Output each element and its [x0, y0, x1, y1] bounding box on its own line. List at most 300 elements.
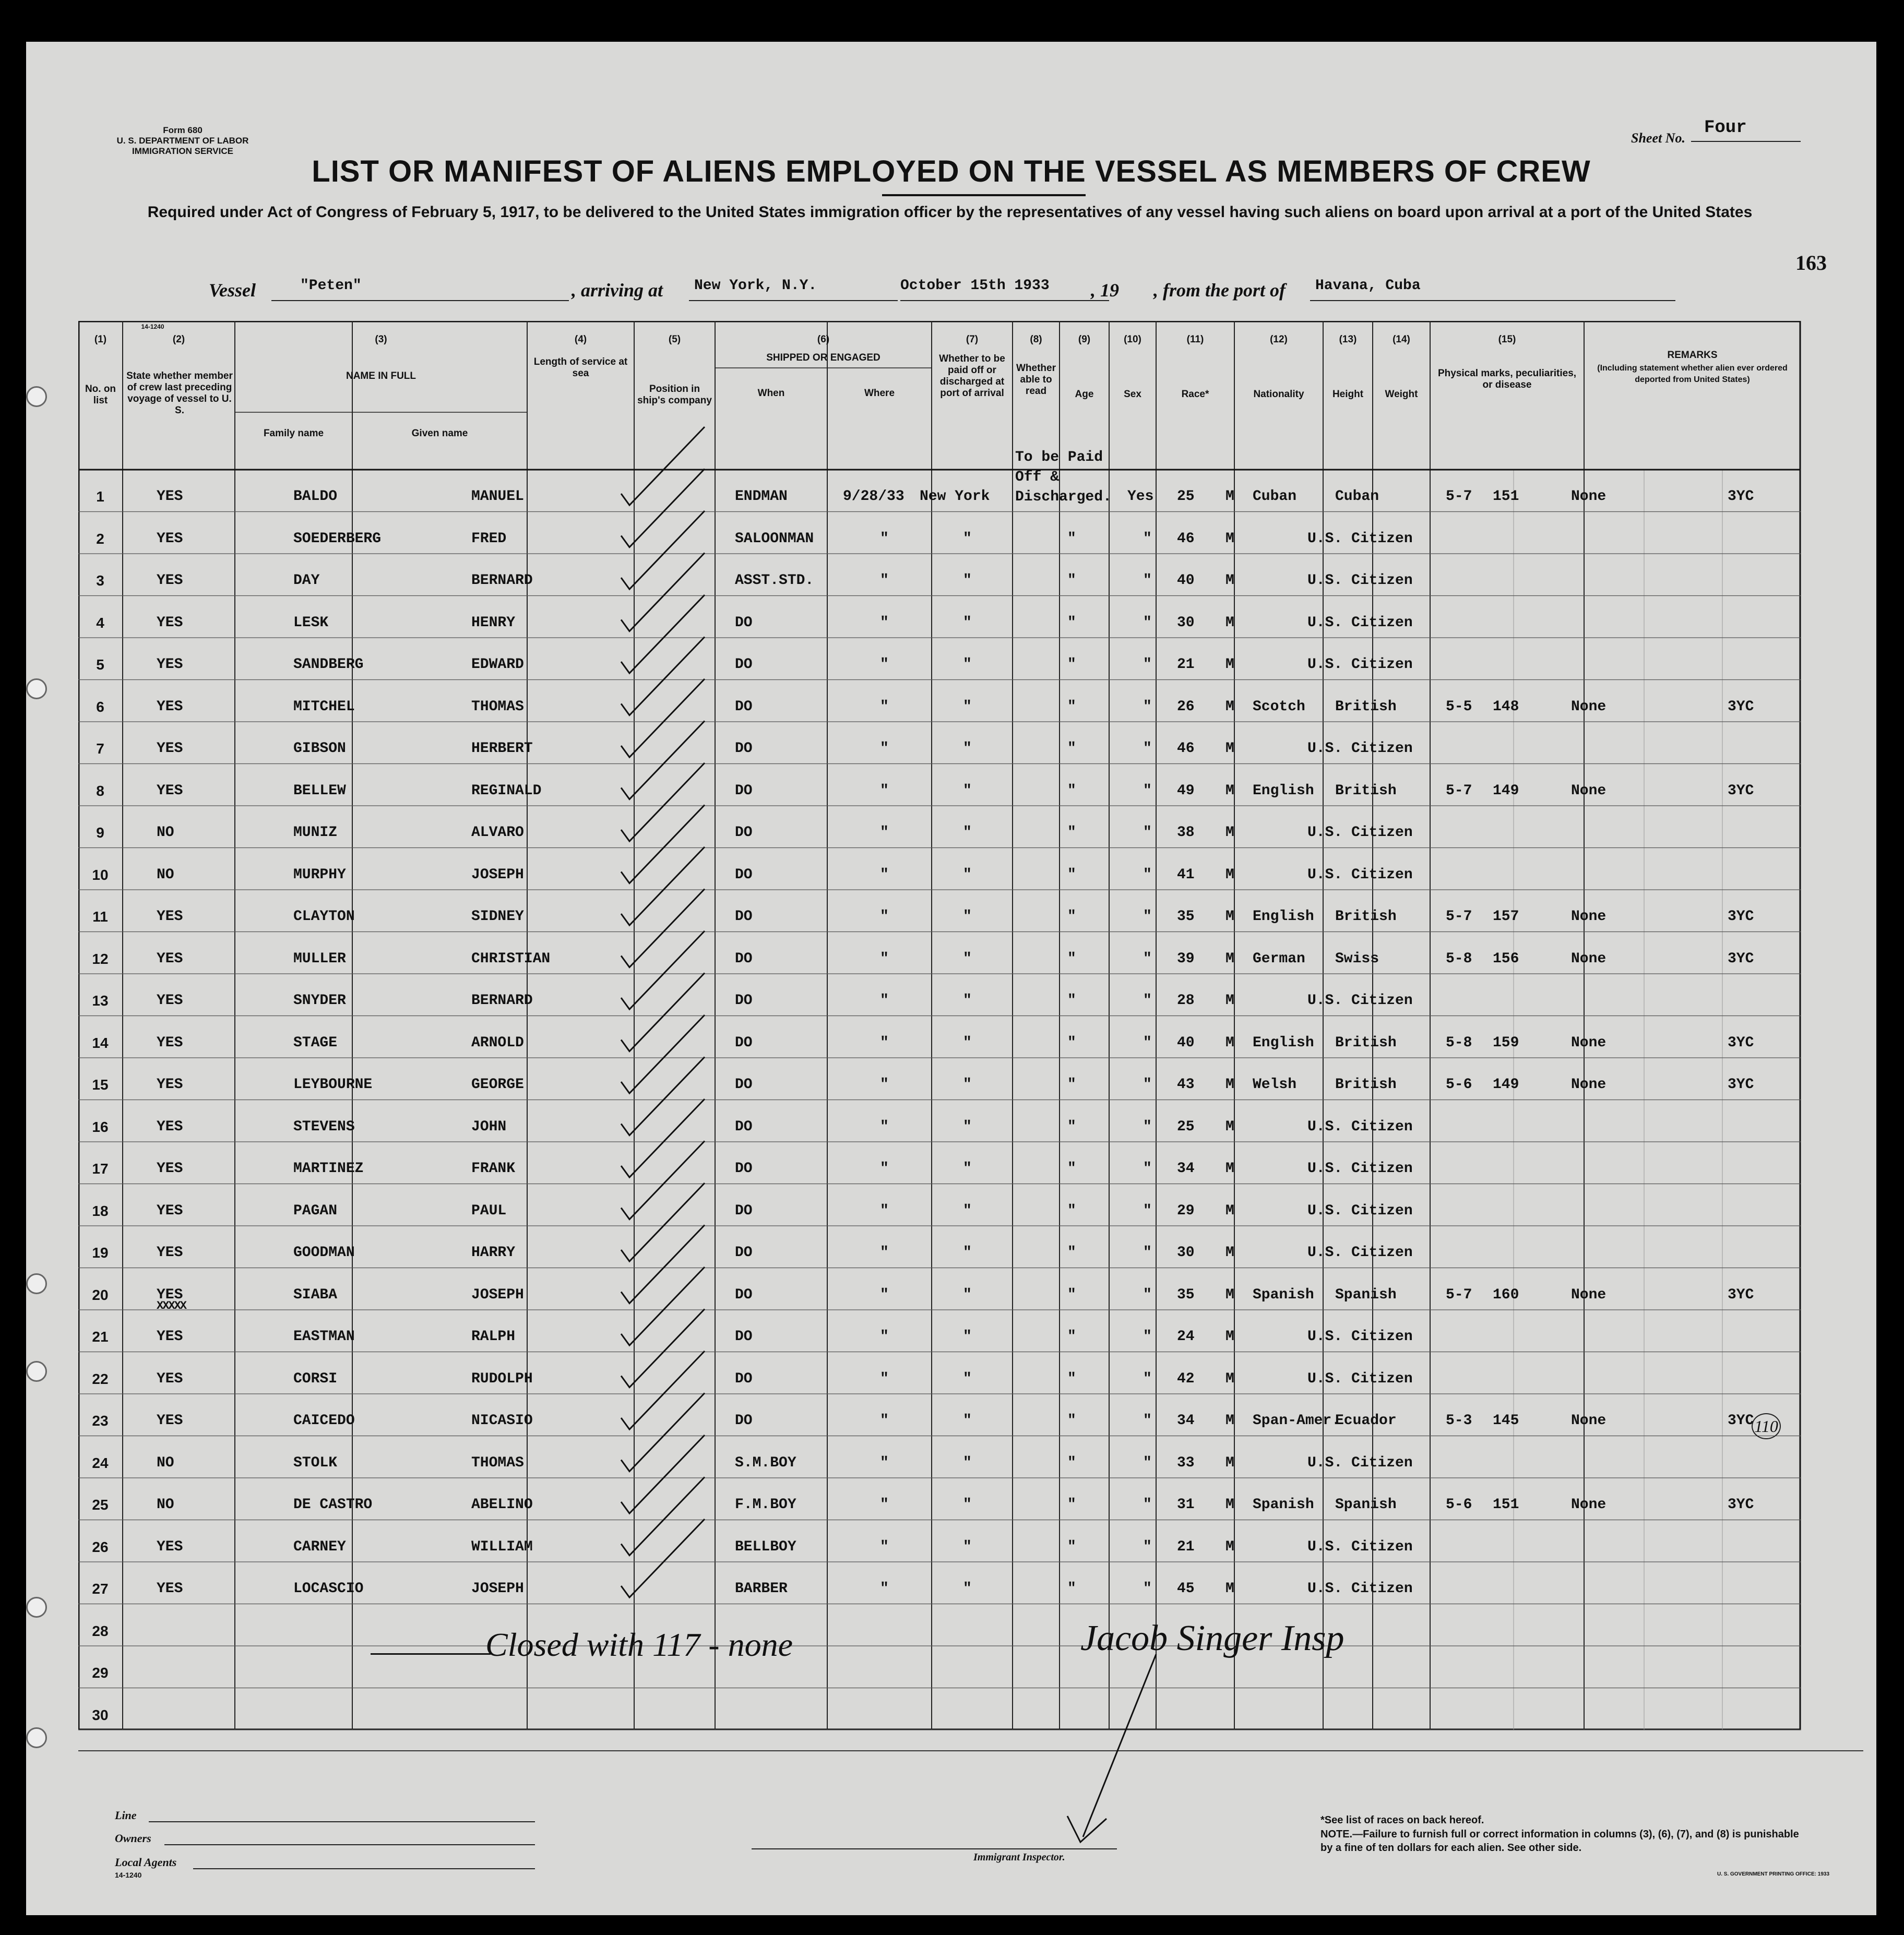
physical-marks-cell: None — [1571, 698, 1606, 715]
when-cell: " — [880, 1034, 889, 1051]
where-cell: " — [963, 656, 972, 673]
column-number: (3) — [375, 334, 387, 345]
where-cell: " — [963, 1538, 972, 1555]
paid-off-cell: " — [1067, 1497, 1076, 1513]
agents-code: 14-1240 — [115, 1871, 142, 1879]
where-cell: " — [963, 698, 972, 715]
header-where: Where — [864, 388, 895, 399]
when-cell: " — [880, 993, 889, 1009]
given-name-cell: EDWARD — [471, 656, 524, 673]
penalty-note: NOTE.—Failure to furnish full or correct information in columns (3), (6), (7), and (8) is punishable by a fine of ten dollars for each alien. See other side. — [1320, 1829, 1799, 1854]
age-cell: 28 — [1177, 993, 1195, 1009]
sex-cell: M — [1225, 1202, 1234, 1219]
able-to-read-cell: " — [1143, 1538, 1152, 1555]
row-number: 12 — [92, 950, 109, 967]
family-name-cell: GIBSON — [293, 740, 346, 757]
family-name-cell: EASTMAN — [293, 1329, 355, 1345]
family-name-cell: STAGE — [293, 1034, 338, 1051]
family-name-cell: CARNEY — [293, 1538, 346, 1555]
header-age: Age — [1075, 389, 1094, 400]
sex-cell: M — [1225, 1538, 1234, 1555]
header-form-code: 14-1240 — [141, 323, 164, 330]
citizenship-cell: U.S. Citizen — [1307, 866, 1413, 883]
position-cell: ASST.STD. — [735, 572, 814, 589]
height-cell: 5-7 — [1446, 1286, 1472, 1303]
height-cell: 5-8 — [1446, 1034, 1472, 1051]
column-number: (7) — [966, 334, 979, 345]
race-cell: English — [1253, 909, 1314, 925]
given-name-cell: MANUEL — [471, 488, 524, 505]
header-name-in-full: NAME IN FULL — [346, 371, 416, 381]
nationality-cell: Ecuador — [1335, 1413, 1397, 1429]
citizenship-cell: U.S. Citizen — [1307, 1245, 1413, 1261]
paid-off-cell: " — [1067, 782, 1076, 799]
family-name-cell: SIABA — [293, 1286, 338, 1303]
header-sex: Sex — [1124, 389, 1141, 400]
given-name-cell: FRANK — [471, 1161, 516, 1177]
nationality-cell: British — [1335, 1077, 1397, 1093]
previous-voyage-cell: NO — [157, 1454, 174, 1471]
age-cell: 33 — [1177, 1454, 1195, 1471]
row-number: 15 — [92, 1077, 109, 1093]
height-cell: 5-5 — [1446, 698, 1472, 715]
when-cell: " — [880, 1413, 889, 1429]
when-cell: " — [880, 1370, 889, 1387]
header-physical-marks: Physical marks, peculiarities, or disease — [1437, 368, 1577, 390]
previous-voyage-cell: YES — [157, 782, 183, 799]
when-cell: " — [880, 1118, 889, 1135]
row-number: 18 — [92, 1202, 109, 1219]
position-cell: DO — [735, 950, 753, 967]
column-number: (5) — [668, 334, 681, 345]
document-title: LIST OR MANIFEST OF ALIENS EMPLOYED ON THE VESSEL AS MEMBERS OF CREW — [312, 154, 1591, 188]
where-cell: " — [963, 1581, 972, 1597]
age-cell: 29 — [1177, 1202, 1195, 1219]
position-cell: DO — [735, 614, 753, 631]
row-number: 19 — [92, 1245, 109, 1261]
sex-cell: M — [1225, 1413, 1234, 1429]
when-cell: " — [880, 1161, 889, 1177]
weight-cell: 160 — [1493, 1286, 1519, 1303]
printer-imprint: U. S. GOVERNMENT PRINTING OFFICE: 1933 — [1717, 1871, 1830, 1877]
row-number: 9 — [96, 825, 104, 841]
position-cell: DO — [735, 656, 753, 673]
race-cell: Scotch — [1253, 698, 1305, 715]
weight-cell: 145 — [1493, 1413, 1519, 1429]
physical-marks-cell: None — [1571, 1034, 1606, 1051]
able-to-read-cell: " — [1143, 1077, 1152, 1093]
family-name-cell: CORSI — [293, 1370, 338, 1387]
row-number: 8 — [96, 782, 104, 799]
sex-cell: M — [1225, 782, 1234, 799]
previous-voyage-cell: YES — [157, 1370, 183, 1387]
when-cell: " — [880, 950, 889, 967]
where-cell: " — [963, 950, 972, 967]
given-name-cell: NICASIO — [471, 1413, 533, 1429]
paid-off-cell: " — [1067, 656, 1076, 673]
sex-cell: M — [1225, 1497, 1234, 1513]
where-cell: " — [963, 782, 972, 799]
sex-cell: M — [1225, 614, 1234, 631]
where-cell: " — [963, 993, 972, 1009]
able-to-read-cell: " — [1143, 782, 1152, 799]
previous-voyage-cell: YES — [157, 488, 183, 505]
citizenship-cell: U.S. Citizen — [1307, 1454, 1413, 1471]
paid-off-cell: " — [1067, 1454, 1076, 1471]
paid-off-cell: " — [1067, 572, 1076, 589]
position-cell: BELLBOY — [735, 1538, 796, 1555]
previous-voyage-cell: YES — [157, 1202, 183, 1219]
sex-cell: M — [1225, 866, 1234, 883]
race-cell: Cuban — [1253, 488, 1297, 505]
when-cell: " — [880, 1202, 889, 1219]
sheet-number-value: Four — [1704, 118, 1747, 138]
where-cell: " — [963, 1413, 972, 1429]
family-name-cell: MUNIZ — [293, 825, 338, 841]
owners-underline — [164, 1844, 535, 1845]
age-cell: 26 — [1177, 698, 1195, 715]
able-to-read-cell: " — [1143, 698, 1152, 715]
where-cell: " — [963, 909, 972, 925]
able-to-read-cell: " — [1143, 909, 1152, 925]
paid-off-cell: " — [1067, 1329, 1076, 1345]
paid-off-cell: " — [1067, 614, 1076, 631]
citizenship-cell: U.S. Citizen — [1307, 740, 1413, 757]
height-cell: 5-6 — [1446, 1077, 1472, 1093]
service-name: IMMIGRATION SERVICE — [132, 146, 233, 156]
given-name-cell: JOSEPH — [471, 1286, 524, 1303]
able-to-read-cell: " — [1143, 1245, 1152, 1261]
where-cell: " — [963, 614, 972, 631]
physical-marks-cell: None — [1571, 909, 1606, 925]
age-cell: 21 — [1177, 1538, 1195, 1555]
row-number: 20 — [92, 1286, 109, 1303]
nationality-cell: British — [1335, 782, 1397, 799]
sex-cell: M — [1225, 1286, 1234, 1303]
column-number: (2) — [172, 334, 185, 345]
column-number: (14) — [1393, 334, 1410, 345]
when-cell: " — [880, 1077, 889, 1093]
previous-voyage-cell: YES — [157, 1329, 183, 1345]
paid-off-cell: " — [1067, 1161, 1076, 1177]
sex-cell: M — [1225, 572, 1234, 589]
position-cell: DO — [735, 1245, 753, 1261]
remarks-cell: 3YC — [1728, 1286, 1754, 1303]
given-name-cell: JOSEPH — [471, 866, 524, 883]
sex-cell: M — [1225, 1077, 1234, 1093]
remarks-cell: 3YC — [1728, 488, 1754, 505]
family-name-cell: STEVENS — [293, 1118, 355, 1135]
family-name-cell: DE CASTRO — [293, 1497, 373, 1513]
binder-hole — [26, 1727, 47, 1748]
given-name-cell: BERNARD — [471, 993, 533, 1009]
weight-cell: 149 — [1493, 1077, 1519, 1093]
when-cell: " — [880, 530, 889, 547]
header-previous-voyage: State whether member of crew last preceding voyage of vessel to U. S. — [126, 371, 233, 416]
family-name-cell: BALDO — [293, 488, 338, 505]
where-cell: " — [963, 1118, 972, 1135]
closing-note: Closed with 117 - none — [485, 1626, 793, 1663]
given-name-cell: RUDOLPH — [471, 1370, 533, 1387]
physical-marks-cell: None — [1571, 1497, 1606, 1513]
vessel-name: "Peten" — [300, 278, 362, 294]
given-name-cell: REGINALD — [471, 782, 542, 799]
previous-voyage-cell: YES — [157, 1538, 183, 1555]
position-cell: DO — [735, 1034, 753, 1051]
able-to-read-cell: " — [1143, 1413, 1152, 1429]
family-name-cell: SNYDER — [293, 993, 346, 1009]
column-number: (9) — [1078, 334, 1091, 345]
remarks-cell: 3YC — [1728, 1413, 1754, 1429]
family-name-cell: PAGAN — [293, 1202, 338, 1219]
paid-off-cell: " — [1067, 1245, 1076, 1261]
row-number: 30 — [92, 1706, 109, 1723]
able-to-read-cell: " — [1143, 614, 1152, 631]
race-cell: Span-Amer. — [1253, 1413, 1341, 1429]
citizenship-cell: U.S. Citizen — [1307, 1118, 1413, 1135]
column-number: (6) — [817, 334, 830, 345]
when-cell: " — [880, 1286, 889, 1303]
position-cell: ENDMAN — [735, 488, 788, 505]
sex-cell: M — [1225, 1329, 1234, 1345]
header-remarks: REMARKS — [1667, 350, 1718, 361]
family-name-cell: SOEDERBERG — [293, 530, 382, 547]
paid-off-cell: " — [1067, 1581, 1076, 1597]
previous-voyage-cell: YES — [157, 1077, 183, 1093]
citizenship-cell: U.S. Citizen — [1307, 1329, 1413, 1345]
from-label: , from the port of — [1153, 280, 1286, 301]
citizenship-cell: U.S. Citizen — [1307, 1202, 1413, 1219]
position-cell: DO — [735, 1161, 753, 1177]
sex-cell: M — [1225, 993, 1234, 1009]
physical-marks-cell: None — [1571, 782, 1606, 799]
previous-voyage-cell: YES — [157, 1034, 183, 1051]
previous-voyage-cell: YES — [157, 950, 183, 967]
paid-off-cell: " — [1067, 1370, 1076, 1387]
race-note: *See list of races on back hereof. — [1320, 1814, 1484, 1826]
form-number: Form 680 — [163, 125, 203, 135]
physical-marks-cell: None — [1571, 1413, 1606, 1429]
inspector-underline — [752, 1848, 1117, 1849]
previous-voyage-cell: YES — [157, 909, 183, 925]
race-cell: German — [1253, 950, 1305, 967]
given-name-cell: HERBERT — [471, 740, 533, 757]
able-to-read-cell: " — [1143, 740, 1152, 757]
family-name-cell: GOODMAN — [293, 1245, 355, 1261]
weight-cell: 151 — [1493, 1497, 1519, 1513]
citizenship-cell: U.S. Citizen — [1307, 656, 1413, 673]
where-cell: " — [963, 866, 972, 883]
able-to-read-cell: Yes — [1127, 488, 1154, 505]
document-subtitle: Required under Act of Congress of February 5, 1917, to be delivered to the United States immigration officer by the representatives of any vessel having such aliens on board upon arrival at a port of the United States — [147, 204, 1753, 221]
race-cell: Welsh — [1253, 1077, 1297, 1093]
previous-voyage-cell: YES — [157, 1286, 183, 1303]
nationality-cell: British — [1335, 909, 1397, 925]
citizenship-cell: U.S. Citizen — [1307, 572, 1413, 589]
row-number: 25 — [92, 1497, 109, 1513]
age-cell: 43 — [1177, 1077, 1195, 1093]
column-number: (1) — [94, 334, 107, 345]
age-cell: 25 — [1177, 488, 1195, 505]
paid-off-cell: " — [1067, 1118, 1076, 1135]
when-cell: " — [880, 782, 889, 799]
sex-cell: M — [1225, 950, 1234, 967]
age-cell: 25 — [1177, 1118, 1195, 1135]
citizenship-cell: U.S. Citizen — [1307, 993, 1413, 1009]
given-name-cell: GEORGE — [471, 1077, 524, 1093]
row-number: 26 — [92, 1538, 109, 1555]
column-number: (15) — [1498, 334, 1516, 345]
row-number: 7 — [96, 740, 104, 757]
position-cell: DO — [735, 1413, 753, 1429]
age-cell: 45 — [1177, 1581, 1195, 1597]
weight-cell: 157 — [1493, 909, 1519, 925]
owners-label: Owners — [115, 1832, 151, 1845]
header-able-to-read: Whether able to read — [1016, 363, 1056, 397]
age-cell: 46 — [1177, 530, 1195, 547]
given-name-cell: ALVARO — [471, 825, 524, 841]
paid-off-cell: " — [1067, 950, 1076, 967]
where-cell: " — [963, 1161, 972, 1177]
position-cell: DO — [735, 1286, 753, 1303]
header-weight: Weight — [1385, 389, 1418, 400]
agents-underline — [193, 1868, 535, 1869]
remarks-cell: 3YC — [1728, 1077, 1754, 1093]
position-cell: DO — [735, 740, 753, 757]
header-shipped-engaged: SHIPPED OR ENGAGED — [766, 352, 880, 363]
given-name-cell: JOHN — [471, 1118, 507, 1135]
given-name-cell: HARRY — [471, 1245, 516, 1261]
weight-cell: 148 — [1493, 698, 1519, 715]
header-height: Height — [1332, 389, 1364, 400]
family-name-cell: MURPHY — [293, 866, 346, 883]
able-to-read-cell: " — [1143, 1497, 1152, 1513]
row-number: 6 — [96, 698, 104, 715]
column-number: (4) — [574, 334, 587, 345]
given-name-cell: SIDNEY — [471, 909, 524, 925]
row-number: 29 — [92, 1665, 109, 1681]
row-number: 10 — [92, 866, 109, 883]
sex-cell: M — [1225, 1118, 1234, 1135]
previous-voyage-cell: YES — [157, 1413, 183, 1429]
position-cell: S.M.BOY — [735, 1454, 796, 1471]
able-to-read-cell: " — [1143, 825, 1152, 841]
struck-out-text: XXXXX — [157, 1299, 186, 1312]
header-nationality: Nationality — [1253, 389, 1304, 400]
previous-voyage-cell: YES — [157, 993, 183, 1009]
arrival-date: October 15th 1933 — [900, 278, 1050, 294]
row-number: 2 — [96, 530, 104, 547]
physical-marks-cell: None — [1571, 950, 1606, 967]
able-to-read-cell: " — [1143, 1581, 1152, 1597]
family-name-cell: MITCHEL — [293, 698, 355, 715]
from-port: Havana, Cuba — [1315, 278, 1421, 294]
sex-cell: M — [1225, 530, 1234, 547]
previous-voyage-cell: YES — [157, 1161, 183, 1177]
paid-off-cell: " — [1067, 825, 1076, 841]
given-name-cell: THOMAS — [471, 1454, 524, 1471]
paid-off-cell: " — [1067, 740, 1076, 757]
age-cell: 34 — [1177, 1413, 1195, 1429]
height-cell: 5-8 — [1446, 950, 1472, 967]
when-cell: " — [880, 740, 889, 757]
able-to-read-cell: " — [1143, 1202, 1152, 1219]
where-cell: " — [963, 1329, 972, 1345]
previous-voyage-cell: YES — [157, 698, 183, 715]
row-number: 3 — [96, 572, 104, 589]
row-number: 21 — [92, 1329, 109, 1345]
circled-number: 110 — [1752, 1413, 1781, 1439]
previous-voyage-cell: YES — [157, 1118, 183, 1135]
position-cell: DO — [735, 1329, 753, 1345]
physical-marks-cell: None — [1571, 1077, 1606, 1093]
remarks-cell: 3YC — [1728, 698, 1754, 715]
row-number: 22 — [92, 1370, 109, 1387]
inspector-signature: Jacob Singer Insp — [1080, 1618, 1344, 1658]
given-name-cell: RALPH — [471, 1329, 516, 1345]
remarks-cell: 3YC — [1728, 1497, 1754, 1513]
sex-cell: M — [1225, 1581, 1234, 1597]
citizenship-cell: U.S. Citizen — [1307, 1161, 1413, 1177]
when-cell: " — [880, 614, 889, 631]
page-number: 163 — [1795, 251, 1827, 274]
where-cell: " — [963, 1202, 972, 1219]
family-name-cell: LEYBOURNE — [293, 1077, 373, 1093]
position-cell: DO — [735, 1118, 753, 1135]
previous-voyage-cell: YES — [157, 530, 183, 547]
column-number: (8) — [1030, 334, 1042, 345]
family-name-cell: STOLK — [293, 1454, 338, 1471]
header-remarks-note: (Including statement whether alien ever ordered deported from United States) — [1597, 364, 1788, 384]
where-cell: " — [963, 1286, 972, 1303]
previous-voyage-cell: YES — [157, 656, 183, 673]
sex-cell: M — [1225, 1161, 1234, 1177]
paid-off-cell: " — [1067, 1034, 1076, 1051]
position-cell: DO — [735, 993, 753, 1009]
when-cell: " — [880, 1538, 889, 1555]
inspector-label: Immigrant Inspector. — [973, 1852, 1065, 1863]
able-to-read-cell: " — [1143, 530, 1152, 547]
weight-cell: 149 — [1493, 782, 1519, 799]
row-number: 13 — [92, 993, 109, 1009]
weight-cell: 156 — [1493, 950, 1519, 967]
family-name-cell: SANDBERG — [293, 656, 364, 673]
row-number: 24 — [92, 1454, 109, 1471]
given-name-cell: THOMAS — [471, 698, 524, 715]
position-cell: SALOONMAN — [735, 530, 814, 547]
header-race: Race* — [1181, 389, 1209, 400]
family-name-cell: MARTINEZ — [293, 1161, 364, 1177]
position-cell: DO — [735, 698, 753, 715]
where-cell: " — [963, 1497, 972, 1513]
when-cell: " — [880, 866, 889, 883]
column-number: (10) — [1124, 334, 1141, 345]
header-given-name: Given name — [411, 428, 468, 439]
sex-cell: M — [1225, 1454, 1234, 1471]
nationality-cell: Spanish — [1335, 1497, 1397, 1513]
department-name: U. S. DEPARTMENT OF LABOR — [116, 136, 249, 146]
age-cell: 40 — [1177, 1034, 1195, 1051]
age-cell: 46 — [1177, 740, 1195, 757]
signature-arrow — [26, 42, 1876, 1915]
height-cell: 5-3 — [1446, 1413, 1472, 1429]
age-cell: 42 — [1177, 1370, 1195, 1387]
physical-marks-cell: None — [1571, 488, 1606, 505]
given-name-cell: JOSEPH — [471, 1581, 524, 1597]
row-number: 27 — [92, 1581, 109, 1597]
paid-off-cell: " — [1067, 1202, 1076, 1219]
manifest-sheet — [26, 42, 1876, 1915]
